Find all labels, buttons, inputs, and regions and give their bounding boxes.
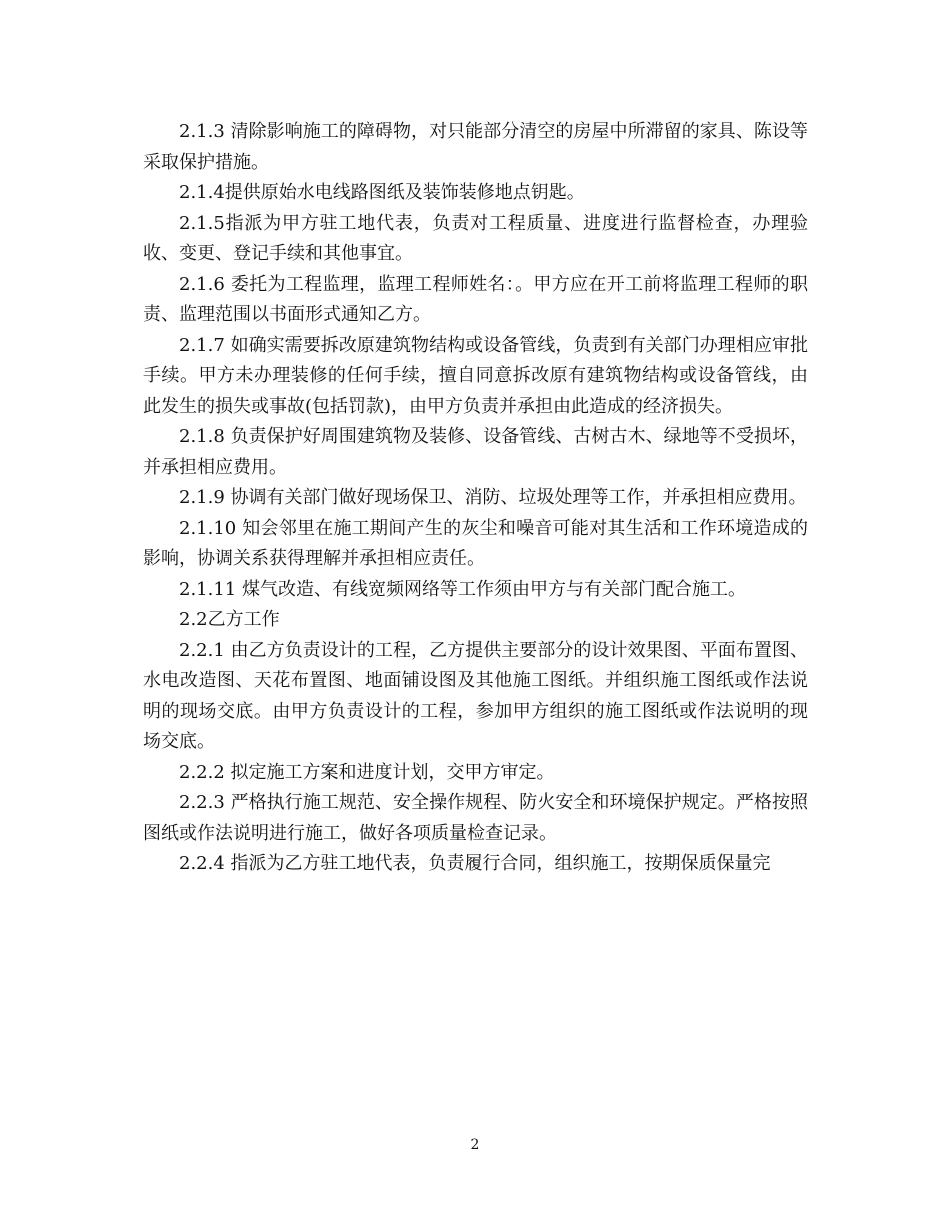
paragraph-2-1-11: 2.1.11 煤气改造、有线宽频网络等工作须由甲方与有关部门配合施工。 <box>179 578 746 600</box>
paragraph-2-1-9: 2.1.9 协调有关部门做好现场保卫、消防、垃圾处理等工作，并承担相应费用。 <box>179 487 807 508</box>
paragraph-2-1-5: 2.1.5指派为甲方驻工地代表，负责对工程质量、进度进行监督检查，办理验收、变更、登记手续和其他事宜。 <box>143 212 808 264</box>
section-heading-2-2: 2.2乙方工作 <box>179 609 280 630</box>
paragraph-2-2-3: 2.2.3 严格执行施工规范、安全操作规程、防火安全和环境保护规定。严格按照图纸或作法说明进行施工，做好各项质量检查记录。 <box>143 792 808 844</box>
paragraph-2-2-2: 2.2.2 拟定施工方案和进度计划，交甲方审定。 <box>179 761 555 783</box>
paragraph-2-2-4: 2.2.4 指派为乙方驻工地代表，负责履行合同，组织施工，按期保质保量完 <box>179 853 771 874</box>
paragraph-2-1-4: 2.1.4提供原始水电线路图纸及装饰装修地点钥匙。 <box>179 182 585 203</box>
paragraph-2-1-7: 2.1.7 如确实需要拆改原建筑物结构或设备管线，负责到有关部门办理相应审批手续。甲方未办理装修的任何手续，擅自同意拆改原有建筑物结构或设备管线，由此发生的损失或事故(包括罚款)，由甲方负责并承担由此造成的经济损失。 <box>143 334 808 417</box>
paragraph-2-2-1: 2.2.1 由乙方负责设计的工程，乙方提供主要部分的设计效果图、平面布置图、水电改造图、天花布置图、地面铺设图及其他施工图纸。并组织施工图纸或作法说明的现场交底。由甲方负责设计的工程，参加甲方组织的施工图纸或作法说明的现场交底。 <box>143 639 808 752</box>
page-number: 2 <box>470 1137 480 1153</box>
paragraph-2-1-3: 2.1.3 清除影响施工的障碍物，对只能部分清空的房屋中所滞留的家具、陈设等采取保护措施。 <box>143 121 808 173</box>
paragraph-2-1-8: 2.1.8 负责保护好周围建筑物及装修、设备管线、古树古木、绿地等不受损坏，并承担相应费用。 <box>143 426 808 478</box>
paragraph-2-1-10: 2.1.10 知会邻里在施工期间产生的灰尘和噪音可能对其生活和工作环境造成的影响，协调关系获得理解并承担相应责任。 <box>143 517 808 569</box>
document-body <box>143 117 808 880</box>
paragraph-2-1-6: 2.1.6 委托为工程监理，监理工程师姓名：。甲方应在开工前将监理工程师的职责、监理范围以书面形式通知乙方。 <box>143 273 808 325</box>
